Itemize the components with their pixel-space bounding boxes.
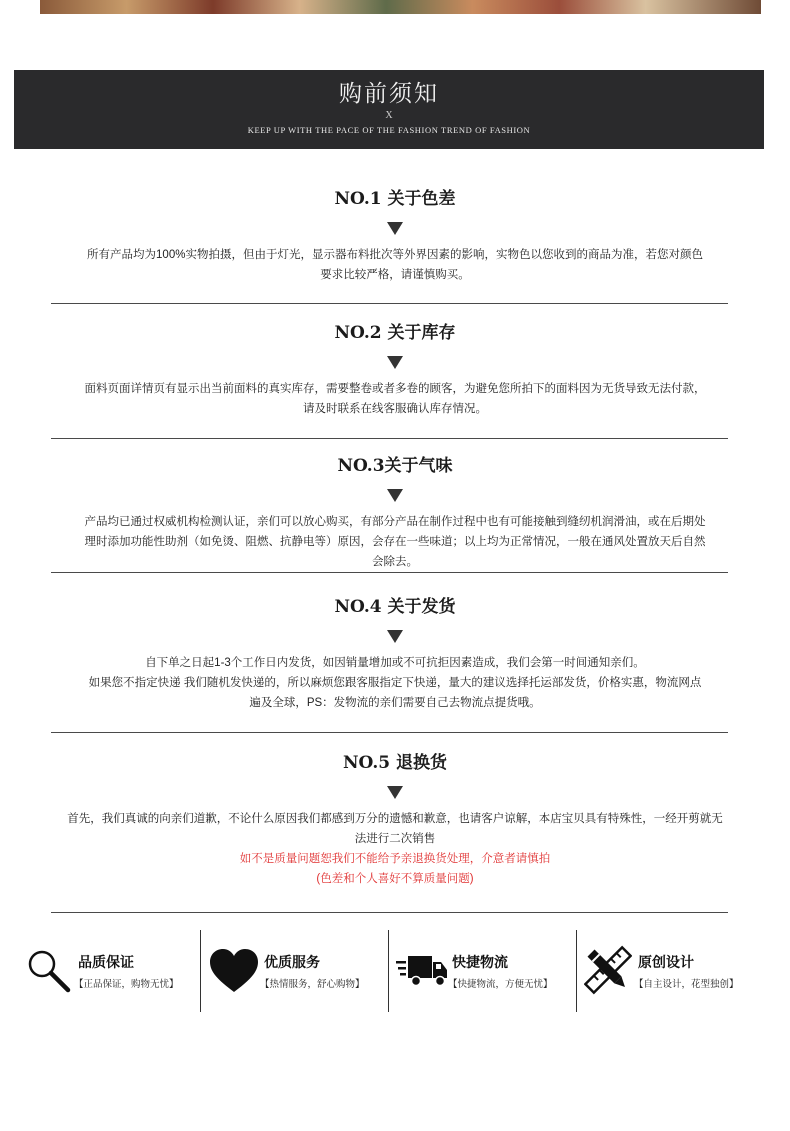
down-arrow-icon	[387, 222, 403, 235]
section-body	[0, 653, 790, 713]
feature-separator	[388, 930, 389, 1012]
section-title: NO.4 关于发货	[334, 597, 456, 617]
section-stock	[0, 322, 790, 419]
section-returns	[0, 752, 790, 889]
feature-subtitle: 【自主设计，花型独创】	[634, 979, 739, 990]
hero-image-strip	[40, 0, 761, 14]
section-title: NO.1 关于色差	[334, 189, 456, 209]
body-line: 法进行二次销售	[354, 833, 436, 845]
section-title: NO.5 退换货	[342, 753, 448, 773]
feature-badges	[0, 930, 790, 1012]
section-divider	[51, 732, 728, 733]
body-line: 要求比较严格，请谨慎购买。	[320, 269, 470, 281]
body-line: 自下单之日起1-3个工作日内发货，如因销量增加或不可抗拒因素造成，我们会第一时间通知亲们。	[145, 657, 645, 669]
banner-mark: X	[385, 110, 393, 121]
down-arrow-icon	[387, 489, 403, 502]
feature-subtitle: 【热情服务，舒心购物】	[260, 979, 365, 990]
notice-line-red: (色差和个人喜好不算质量问题)	[316, 873, 474, 885]
body-line: 所有产品均为100%实物拍摄，但由于灯光，显示器布料批次等外界因素的影响，实物色以您收到的商品为准，若您对颜色	[87, 249, 703, 261]
section-body	[0, 809, 790, 889]
body-line: 会除去。	[372, 556, 418, 568]
section-body	[0, 512, 790, 572]
body-line: 如果您不指定快递 我们随机发快递的，所以麻烦您跟客服指定下快递，量大的建议选择托运部发货，价格实惠，物流网点	[88, 677, 702, 689]
feature-logistics	[394, 930, 574, 1012]
feature-quality	[20, 930, 200, 1012]
banner-subtitle: KEEP UP WITH THE PACE OF THE FASHION TREND OF FASHION	[247, 125, 531, 135]
body-line: 面料页面详情页有显示出当前面料的真实库存，需要整卷或者多卷的顾客，为避免您所拍下的面料因为无货导致无法付款，	[84, 383, 706, 395]
section-divider	[51, 912, 728, 913]
feature-design	[582, 930, 782, 1012]
section-title: NO.3关于气味	[337, 456, 453, 476]
down-arrow-icon	[387, 356, 403, 369]
section-divider	[51, 438, 728, 439]
section-title: NO.2 关于库存	[334, 323, 456, 343]
body-line: 请及时联系在线客服确认库存情况。	[303, 403, 487, 415]
section-divider	[51, 572, 728, 573]
feature-title: 品质保证	[78, 954, 134, 970]
body-line: 首先，我们真诚的向亲们道歉，不论什么原因我们都感到万分的遗憾和歉意，也请客户谅解，本店宝贝具有特殊性，一经开剪就无	[67, 813, 723, 825]
down-arrow-icon	[387, 786, 403, 799]
feature-separator	[576, 930, 577, 1012]
feature-title: 快捷物流	[452, 954, 508, 970]
feature-subtitle: 【快捷物流，方便无忧】	[448, 979, 553, 990]
feature-title: 原创设计	[638, 954, 694, 970]
body-line: 遍及全球，PS：发物流的亲们需要自己去物流点提货哦。	[249, 697, 541, 709]
heart-icon	[208, 948, 260, 999]
section-body	[0, 379, 790, 419]
banner-title: 购前须知	[339, 81, 439, 107]
body-line: 理时添加功能性助剂（如免烫、阻燃、抗静电等）原因，会存在一些味道；以上均为正常情况，一般在通风处置放天后自然	[84, 536, 706, 548]
section-color-difference	[0, 188, 790, 285]
truck-icon	[396, 952, 448, 993]
body-line: 产品均已通过权威机构检测认证，亲们可以放心购买，有部分产品在制作过程中也有可能接触到缝纫机润滑油，或在后期处	[84, 516, 706, 528]
section-body	[0, 245, 790, 285]
magnifier-icon	[26, 948, 72, 999]
feature-service	[206, 930, 386, 1012]
notice-line-red: 如不是质量问题恕我们不能给予亲退换货处理，介意者请慎拍	[239, 853, 551, 865]
notice-banner	[14, 70, 764, 149]
down-arrow-icon	[387, 630, 403, 643]
section-shipping	[0, 596, 790, 713]
section-divider	[51, 303, 728, 304]
feature-separator	[200, 930, 201, 1012]
pencil-ruler-icon	[584, 944, 632, 1001]
feature-subtitle: 【正品保证，购物无忧】	[74, 979, 179, 990]
feature-title: 优质服务	[264, 954, 320, 970]
section-odor	[0, 455, 790, 572]
